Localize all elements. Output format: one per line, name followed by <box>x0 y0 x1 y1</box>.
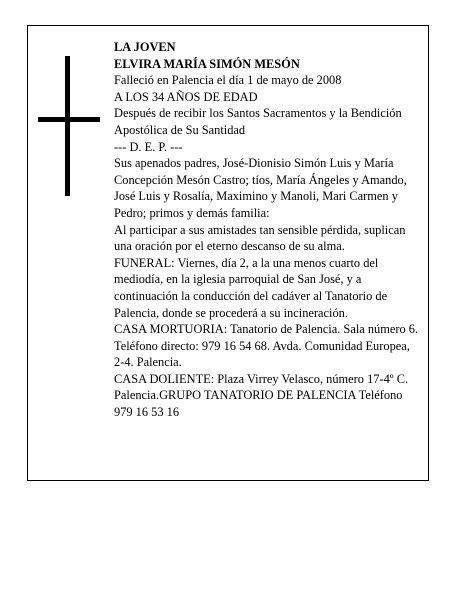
cross-horizontal-bar <box>38 117 100 122</box>
cross-vertical-bar <box>65 56 70 196</box>
family-paragraph: Sus apenados padres, José-Dionisio Simón Luis y María Concepción Mesón Castro; tíos, María Ángeles y Amando, José Luis y Rosalía, Maximino y Manoli, Mari Carmen y Pedro; primos y demás familia: <box>114 156 407 220</box>
dep-line: --- D. E. P. --- <box>114 139 183 154</box>
age-line: A LOS 34 AÑOS DE EDAD <box>114 89 258 104</box>
obituary-text <box>114 39 422 421</box>
deceased-name: ELVIRA MARÍA SIMÓN MESÓN <box>114 56 300 71</box>
obituary-notice <box>27 25 429 481</box>
sacraments-paragraph: Después de recibir los Santos Sacramentos y la Bendición Apostólica de Su Santidad <box>114 106 402 137</box>
header-line: LA JOVEN <box>114 40 176 54</box>
doliente-paragraph: CASA DOLIENTE: Plaza Virrey Velasco, número 17-4º C. Palencia.GRUPO TANATORIO DE PALENCIA Teléfono 979 16 53 16 <box>114 371 409 420</box>
funeral-paragraph: FUNERAL: Viernes, día 2, a la una menos cuarto del mediodía, en la iglesia parroquial de San José, y a continuación la conducción del cadáver al Tanatorio de Palencia, donde se procederá a su incineración. <box>114 255 388 320</box>
death-line: Falleció en Palencia el día 1 de mayo de 2008 <box>114 73 342 88</box>
request-paragraph: Al participar a sus amistades tan sensible pérdida, suplican una oración por el eterno descanso de su alma. <box>114 222 406 254</box>
cross-icon <box>38 56 100 196</box>
mortuary-paragraph: CASA MORTUORIA: Tanatorio de Palencia. Sala número 6. Teléfono directo: 979 16 54 68. Avda. Comunidad Europea, 2-4. Palencia. <box>114 322 419 370</box>
